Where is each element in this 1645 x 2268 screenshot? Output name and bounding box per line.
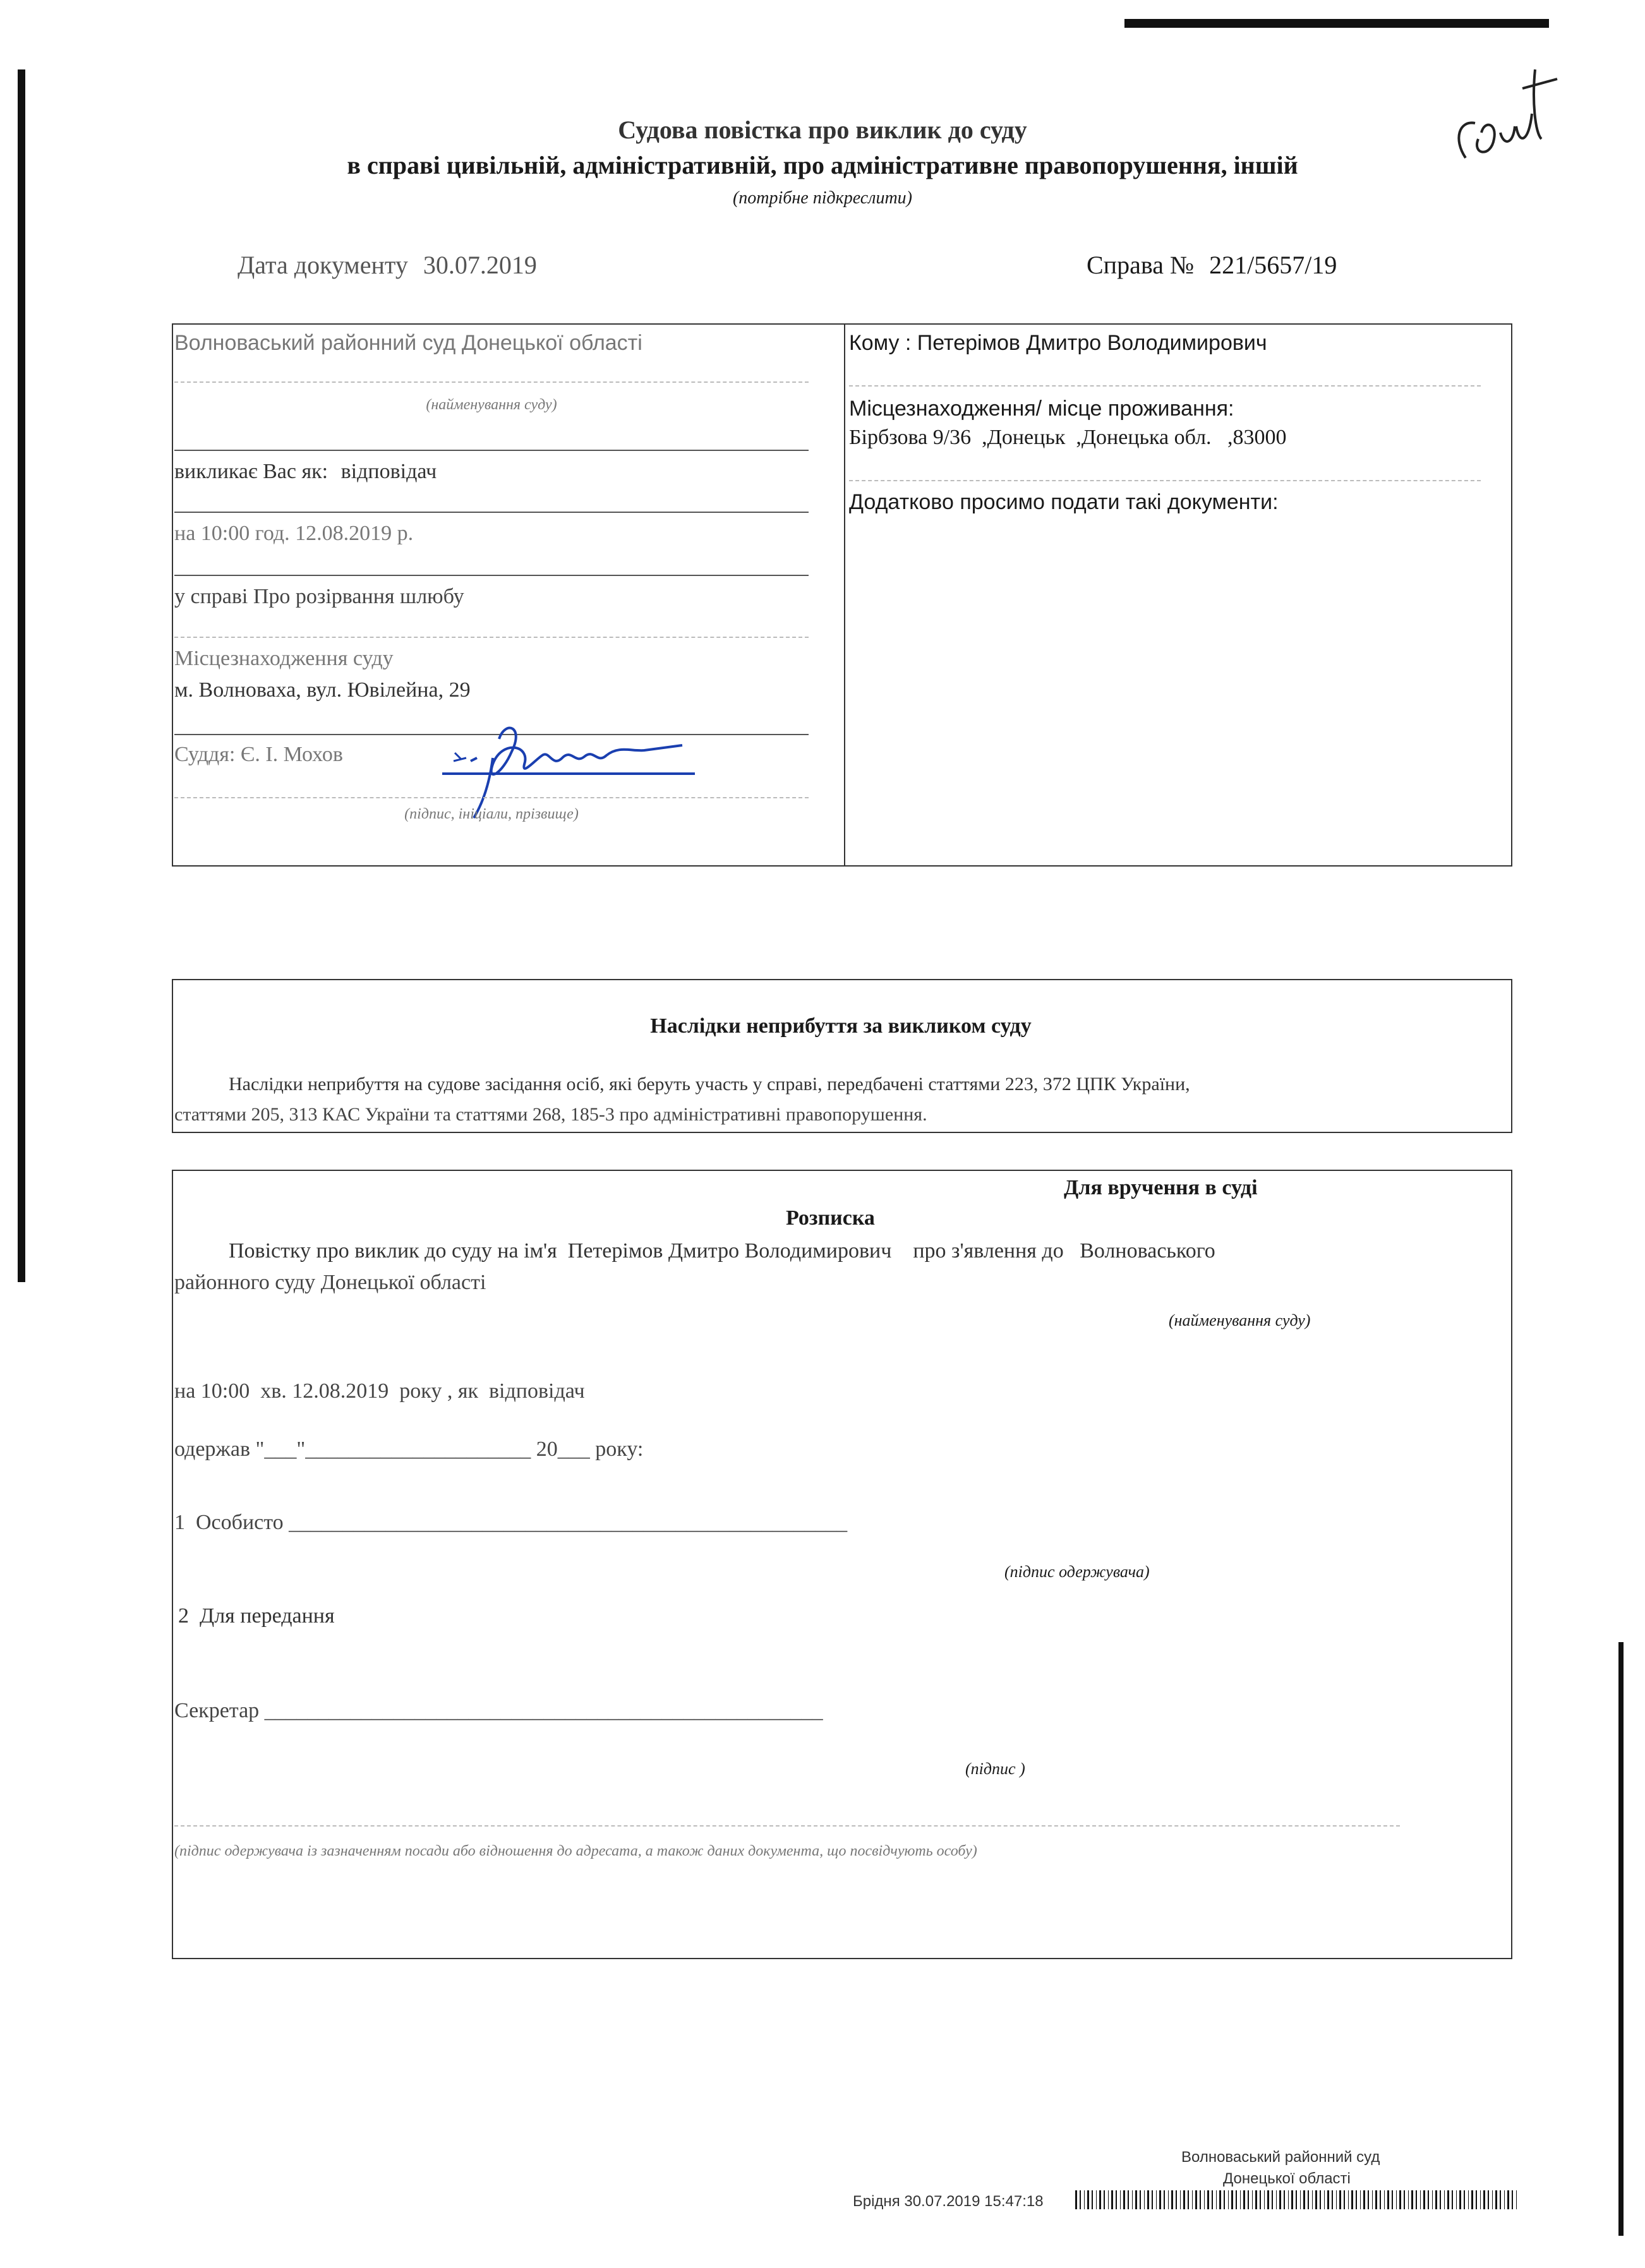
stamp-court-line-2: Донецької області [1223,2170,1351,2187]
case-subject-line [174,637,809,638]
scan-edge-top [1124,19,1549,28]
court-address: м. Волноваха, вул. Ювілейна, 29 [174,678,471,702]
summons-rule-3 [174,575,809,576]
summons-role: відповідач [340,460,437,483]
receipt-secretary: Секретар ____________________________________________________ [174,1699,823,1722]
title-line-2: в справі цивільній, адміністративній, про адміністративне правопорушення, іншій [347,151,1298,179]
receipt-title: Розписка [786,1206,875,1230]
handwritten-note [1447,44,1567,177]
recipient: Кому : Петерімов Дмитро Володимирович [849,331,1267,355]
court-name-caption: (найменування суду) [426,397,557,413]
receipt-received: одержав "___"_____________________ 20___ року: [174,1437,644,1461]
case-label: Справа № [1087,251,1195,279]
barcode [1075,2190,1517,2209]
receipt-line-1: Повістку про виклик до суду на ім'я Петерімов Дмитро Володимирович про з'явлення до Волноваського [229,1239,1215,1263]
receipt-time: на 10:00 хв. 12.08.2019 року , як відповідач [174,1379,585,1403]
residence-address: Бірбзова 9/36 ,Донецьк ,Донецька обл. ,83000 [849,426,1287,449]
residence-label: Місцезнаходження/ місце проживання: [849,397,1234,421]
signature-caption: (підпис, ініціали, прізвище) [404,806,579,822]
summons-as-label: викликає Вас як: [174,460,328,483]
judge-label: Суддя: Є. І. Мохов [174,743,343,766]
summons-time: на 10:00 год. 12.08.2019 р. [174,522,414,545]
court-location-label: Місцезнаходження суду [174,647,394,670]
consequences-title: Наслідки неприбуття за викликом суду [650,1014,1032,1038]
receipt-bottom-caption: (підпис одержувача із зазначенням посади або відношення до адресата, а також даних документа, що посвідчують особу) [174,1843,977,1859]
consequences-line-2: статтями 205, 313 КАС України та статтями 268, 185-3 про адміністративні правопорушення. [174,1104,927,1125]
recipient-signature-caption: (підпис одержувача) [1004,1563,1150,1581]
receipt-personally: 1 Особисто ____________________________________________________ [174,1511,848,1534]
case-number: 221/5657/19 [1209,251,1337,279]
scan-info: Брідня 30.07.2019 15:47:18 [853,2193,1044,2210]
judge-signature [430,714,708,821]
recipient-line [849,385,1481,387]
title-line-1: Судова повістка про виклик до суду [618,116,1027,144]
doc-date-row [238,250,537,280]
summons-rule-2 [174,512,809,513]
case-number-row [1087,250,1337,280]
extra-docs-label: Додатково просимо подати такі документи: [849,490,1279,514]
receipt-line-2: районного суду Донецької області [174,1271,486,1294]
summons-rule-1 [174,450,809,451]
court-name-line [174,381,809,383]
consequences-line-1: Наслідки неприбуття на судове засідання осіб, які беруть участь у справі, передбачені статтями 223, 372 ЦПК України, [229,1074,1190,1095]
residence-line [849,480,1481,481]
doc-date-value: 30.07.2019 [423,251,537,279]
receipt-court-caption: (найменування суду) [1169,1311,1311,1329]
scan-edge-left [18,69,25,1282]
doc-date-label: Дата документу [238,251,408,279]
for-court-label: Для вручення в суді [1064,1176,1258,1199]
receipt-for-transfer: 2 Для передання [178,1604,335,1628]
scan-edge-right [1618,1642,1624,2236]
stamp-court-line-1: Волноваський районний суд [1181,2149,1380,2166]
signature-line [174,797,809,798]
bottom-caption-line [174,1825,1400,1827]
court-name: Волноваський районний суд Донецької області [174,331,642,355]
summons-as-row [174,460,437,484]
summons-divider [844,323,845,865]
secretary-caption: (підпис ) [965,1760,1025,1778]
title-note: (потрібне підкреслити) [732,188,912,208]
case-subject: у справі Про розірвання шлюбу [174,585,464,608]
